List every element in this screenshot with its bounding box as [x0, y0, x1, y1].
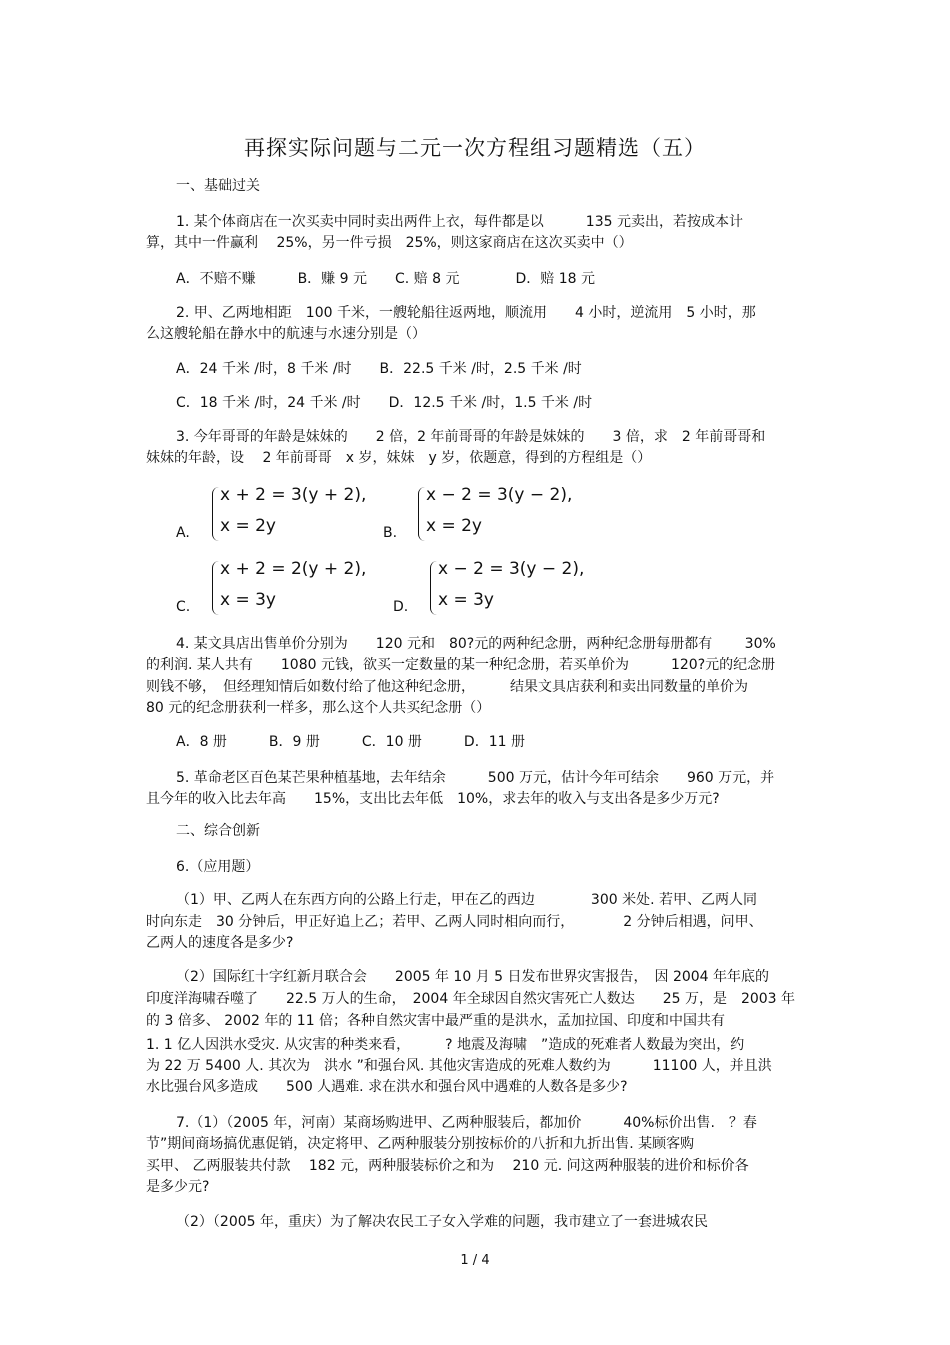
question-3-line-1: 3. 今年哥哥的年龄是妹妹的 2 倍，2 年前哥哥的年龄是妹妹的 3 倍，求 2 年前哥哥和 [176, 429, 766, 445]
question-5-line-1: 5. 革命老区百色某芒果种植基地，去年结余 500 万元，估计今年可结余 960 万元，并 [176, 770, 775, 786]
question-7-line-4: 是多少元? [146, 1179, 210, 1195]
question-4-line-3: 则钱不够， 但经理知情后如数付给了他这种纪念册， 结果文具店获利和卖出同数量的单价为 [146, 679, 748, 695]
option-c-eq-1: x + 2 = 2(y + 2), [220, 559, 367, 579]
option-c-label: C. [176, 599, 191, 615]
option-d-eq-1: x − 2 = 3(y − 2), [438, 559, 585, 579]
option-d-label: D. [393, 599, 409, 615]
option-a-eq-2: x = 2y [220, 516, 276, 536]
question-2-options-ab: A．24 千米 /时，8 千米 /时 B．22.5 千米 /时，2.5 千米 /时 [176, 361, 582, 377]
question-7-line-1: 7.（1）（2005 年，河南）某商场购进甲、乙两种服装后，都加价 40%标价出售. ？春 [176, 1115, 757, 1131]
question-4-line-1: 4. 某文具店出售单价分别为 120 元和 80?元的两种纪念册，两种纪念册每册都有 30% [176, 636, 776, 652]
option-a-eq-1: x + 2 = 3(y + 2), [220, 485, 367, 505]
option-b-system [426, 480, 572, 542]
brace-c [212, 561, 219, 615]
section-heading-comprehensive: 二、综合创新 [176, 823, 260, 839]
page-title: 再探实际问题与二元一次方程组习题精选（五） [244, 136, 706, 160]
question-6-part-2-line-3: 的 3 倍多、 2002 年的 11 倍；各种自然灾害中最严重的是洪水，孟加拉国、印度和中国共有 [146, 1013, 726, 1029]
question-2-line-2: 么这艘轮船在静水中的航速与水速分别是（） [146, 326, 426, 342]
option-d-eq-2: x = 3y [438, 590, 494, 610]
question-4-options: A．8 册 B．9 册 C．10 册 D．11 册 [176, 734, 525, 750]
brace-b [418, 487, 425, 541]
question-6-heading: 6.（应用题） [176, 859, 260, 875]
question-1-options: A．不赔不赚 B．赚 9 元 C. 赔 8 元 D．赔 18 元 [176, 271, 595, 287]
brace-a [212, 487, 219, 541]
question-7-line-2: 节”期间商场搞优惠促销，决定将甲、乙两种服装分别按标价的八折和九折出售. 某顾客购 [146, 1136, 695, 1152]
question-7-line-3: 买甲、 乙两服装共付款 182 元，两种服装标价之和为 210 元. 问这两种服装的进价和标价各 [146, 1158, 749, 1174]
question-3-line-2: 妹妹的年龄，设 2 年前哥哥 x 岁，妹妹 y 岁，依题意，得到的方程组是（） [146, 450, 652, 466]
question-4-line-2: 的利润. 某人共有 1080 元钱，欲买一定数量的某一种纪念册，若买单价为 120?元的纪念册 [146, 657, 776, 673]
option-b-eq-2: x = 2y [426, 516, 482, 536]
question-7-part-2-line-1: （2）（2005 年，重庆）为了解决农民工子女入学难的问题，我市建立了一套进城农民 [176, 1214, 708, 1230]
question-5-line-2: 且今年的收入比去年高 15%，支出比去年低 10%，求去年的收入与支出各是多少万元? [146, 791, 720, 807]
option-d-system [438, 554, 584, 616]
question-6-part-1-line-3: 乙两人的速度各是多少? [146, 935, 294, 951]
option-a-system [220, 480, 366, 542]
question-6-part-2-line-5: 为 22 万 5400 人. 其次为 洪水 ”和强台风. 其他灾害造成的死难人数约为 11100 人，并且洪 [146, 1058, 772, 1074]
question-6-part-2-line-6: 水比强台风多造成 500 人遇难. 求在洪水和强台风中遇难的人数各是多少? [146, 1079, 628, 1095]
brace-d [430, 561, 437, 615]
question-4-line-4: 80 元的纪念册获利一样多，那么这个人共买纪念册（） [146, 700, 491, 716]
question-6-part-2-line-2: 印度洋海啸吞噬了 22.5 万人的生命， 2004 年全球因自然灾害死亡人数达 25 万，是 2003 年 [146, 991, 796, 1007]
question-6-part-1-line-2: 时向东走 30 分钟后，甲正好追上乙；若甲、乙两人同时相向而行， 2 分钟后相遇，问甲、 [146, 914, 763, 930]
option-b-label: B. [383, 525, 398, 541]
option-a-label: A. [176, 525, 190, 541]
option-c-eq-2: x = 3y [220, 590, 276, 610]
page-number: 1 / 4 [460, 1253, 490, 1268]
option-b-eq-1: x − 2 = 3(y − 2), [426, 485, 573, 505]
question-1-line-1: 1. 某个体商店在一次买卖中同时卖出两件上衣，每件都是以 135 元卖出，若按成本计 [176, 214, 743, 230]
question-6-part-2-line-1: （2）国际红十字红新月联合会 2005 年 10 月 5 日发布世界灾害报告， 因 2004 年年底的 [176, 969, 770, 985]
section-heading-basic: 一、基础过关 [176, 178, 260, 194]
question-6-part-1-line-1: （1）甲、乙两人在东西方向的公路上行走，甲在乙的西边 300 米处. 若甲、乙两人同 [176, 892, 757, 908]
option-c-system [220, 554, 366, 616]
question-2-line-1: 2. 甲、乙两地相距 100 千米，一艘轮船往返两地，顺流用 4 小时，逆流用 5 小时，那 [176, 305, 756, 321]
question-1-line-2: 算，其中一件赢利 25%，另一件亏损 25%，则这家商店在这次买卖中（） [146, 235, 633, 251]
question-6-part-2-line-4: 1. 1 亿人因洪水受灾. 从灾害的种类来看， ? 地震及海啸 ”造成的死难者人数最为突出，约 [146, 1037, 745, 1053]
question-2-options-cd: C．18 千米 /时，24 千米 /时 D．12.5 千米 /时，1.5 千米 /时 [176, 395, 593, 411]
